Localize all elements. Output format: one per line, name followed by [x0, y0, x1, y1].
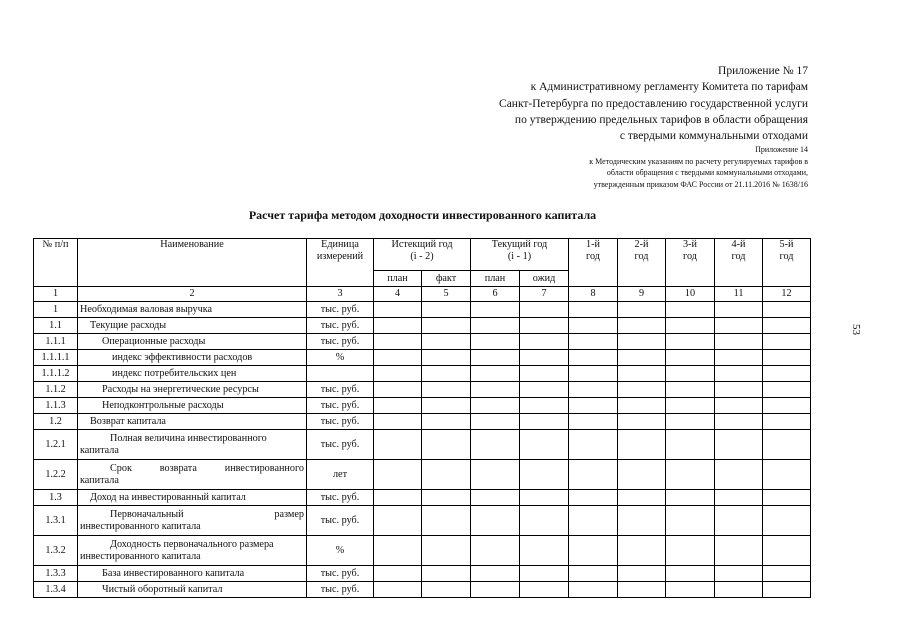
row-unit: тыс. руб.	[307, 382, 374, 398]
value-cell	[520, 536, 569, 566]
value-cell	[618, 490, 666, 506]
row-unit	[307, 366, 374, 382]
value-cell	[520, 430, 569, 460]
value-cell	[471, 366, 520, 382]
value-cell	[763, 398, 811, 414]
row-name-line2: капитала	[80, 444, 119, 456]
value-cell	[666, 582, 715, 598]
value-cell	[666, 414, 715, 430]
value-cell	[715, 382, 763, 398]
value-cell	[471, 582, 520, 598]
row-unit: %	[307, 536, 374, 566]
value-cell	[520, 582, 569, 598]
table-row	[34, 582, 811, 598]
row-name	[78, 536, 307, 566]
value-cell	[520, 566, 569, 582]
value-cell	[471, 334, 520, 350]
row-num: 1.1.1.2	[34, 366, 78, 382]
value-cell	[569, 382, 618, 398]
col-number: 11	[715, 287, 763, 302]
header-cur-year-line1: Текущий год	[491, 239, 548, 250]
row-unit: тыс. руб.	[307, 582, 374, 598]
col-number: 3	[307, 287, 374, 302]
value-cell	[422, 302, 471, 318]
value-cell	[763, 536, 811, 566]
row-name-line1: Первоначальный размер	[110, 508, 304, 520]
row-num: 1.1.3	[34, 398, 78, 414]
value-cell	[520, 318, 569, 334]
row-name-line2: инвестированного капитала	[80, 520, 201, 532]
value-cell	[618, 318, 666, 334]
value-cell	[374, 414, 422, 430]
value-cell	[666, 302, 715, 318]
row-name: Чистый оборотный капитал	[78, 582, 307, 598]
value-cell	[422, 334, 471, 350]
table-row	[34, 566, 811, 582]
row-unit: тыс. руб.	[307, 398, 374, 414]
col-number: 4	[374, 287, 422, 302]
value-cell	[374, 536, 422, 566]
row-name: Неподконтрольные расходы	[78, 398, 307, 414]
row-name: Текущие расходы	[78, 318, 307, 334]
value-cell	[374, 490, 422, 506]
value-cell	[374, 366, 422, 382]
value-cell	[471, 318, 520, 334]
value-cell	[422, 490, 471, 506]
value-cell	[374, 382, 422, 398]
row-unit: тыс. руб.	[307, 506, 374, 536]
table-row	[34, 506, 811, 536]
header-year-5-word: год	[779, 251, 794, 262]
value-cell	[763, 490, 811, 506]
row-name	[78, 430, 307, 460]
value-cell	[422, 582, 471, 598]
value-cell	[569, 506, 618, 536]
header-year-4	[715, 239, 763, 287]
value-cell	[715, 506, 763, 536]
value-cell	[715, 582, 763, 598]
value-cell	[618, 302, 666, 318]
table-row	[34, 398, 811, 414]
col-number: 12	[763, 287, 811, 302]
row-name: Расходы на энергетические ресурсы	[78, 382, 307, 398]
table-row	[34, 318, 811, 334]
value-cell	[763, 460, 811, 490]
row-name: Операционные расходы	[78, 334, 307, 350]
row-unit: тыс. руб.	[307, 334, 374, 350]
row-num: 1.3.1	[34, 506, 78, 536]
header-year-1	[569, 239, 618, 287]
value-cell	[422, 536, 471, 566]
value-cell	[666, 350, 715, 366]
row-num: 1.2.1	[34, 430, 78, 460]
value-cell	[763, 350, 811, 366]
value-cell	[618, 350, 666, 366]
table-row	[34, 490, 811, 506]
value-cell	[763, 506, 811, 536]
value-cell	[715, 334, 763, 350]
value-cell	[763, 414, 811, 430]
table-row	[34, 382, 811, 398]
page-title: Расчет тарифа методом доходности инвестированного капитала	[248, 208, 597, 222]
header-year-2	[618, 239, 666, 287]
col-number: 10	[666, 287, 715, 302]
value-cell	[618, 334, 666, 350]
tariff-table	[33, 238, 811, 598]
row-unit: тыс. руб.	[307, 414, 374, 430]
value-cell	[715, 398, 763, 414]
value-cell	[666, 318, 715, 334]
value-cell	[618, 460, 666, 490]
row-num: 1.1.1	[34, 334, 78, 350]
header-small-line: Приложение 14	[755, 145, 808, 154]
col-number: 9	[618, 287, 666, 302]
value-cell	[374, 430, 422, 460]
value-cell	[374, 350, 422, 366]
header-small-line: утвержденным приказом ФАС России от 21.11.2016 № 1638/16	[593, 179, 808, 189]
row-name-line2: инвестированного капитала	[80, 550, 201, 562]
header-prev-year-line1: Истекщий год	[391, 239, 453, 250]
col-number: 1	[34, 287, 78, 302]
value-cell	[618, 506, 666, 536]
value-cell	[666, 430, 715, 460]
row-name: База инвестированного капитала	[78, 566, 307, 582]
row-name: Необходимая валовая выручка	[78, 302, 307, 318]
row-num: 1.1	[34, 318, 78, 334]
value-cell	[422, 566, 471, 582]
value-cell	[763, 430, 811, 460]
value-cell	[374, 302, 422, 318]
row-unit: тыс. руб.	[307, 566, 374, 582]
value-cell	[471, 350, 520, 366]
value-cell	[715, 302, 763, 318]
value-cell	[763, 366, 811, 382]
value-cell	[374, 398, 422, 414]
value-cell	[763, 566, 811, 582]
value-cell	[666, 382, 715, 398]
row-name: индекс эффективности расходов	[78, 350, 307, 366]
header-line: к Административному регламенту Комитета по тарифам	[530, 81, 808, 94]
row-num: 1.3	[34, 490, 78, 506]
value-cell	[471, 506, 520, 536]
value-cell	[471, 382, 520, 398]
row-num: 1	[34, 302, 78, 318]
header-line: по утверждению предельных тарифов в области обращения	[514, 113, 808, 126]
header-num: № п/п	[34, 239, 78, 287]
value-cell	[422, 460, 471, 490]
table-row	[34, 460, 811, 490]
header-year-5-label: 5-й	[779, 239, 794, 250]
value-cell	[422, 366, 471, 382]
value-cell	[520, 490, 569, 506]
col-number: 8	[569, 287, 618, 302]
table-row	[34, 536, 811, 566]
row-unit: тыс. руб.	[307, 302, 374, 318]
value-cell	[422, 398, 471, 414]
value-cell	[569, 582, 618, 598]
header-cur-year-line2: (i - 1)	[507, 251, 532, 262]
header-year-2-label: 2-й	[634, 239, 649, 250]
header-prev-year-line2: (i - 2)	[410, 251, 434, 262]
header-line: с твердыми коммунальными отходами	[619, 130, 808, 143]
value-cell	[422, 318, 471, 334]
value-cell	[520, 350, 569, 366]
row-name: Возврат капитала	[78, 414, 307, 430]
value-cell	[471, 398, 520, 414]
value-cell	[715, 490, 763, 506]
value-cell	[569, 460, 618, 490]
header-year-1-word: год	[586, 251, 600, 262]
value-cell	[569, 490, 618, 506]
value-cell	[618, 566, 666, 582]
row-num: 1.3.2	[34, 536, 78, 566]
value-cell	[471, 430, 520, 460]
header-expected: ожид	[520, 271, 569, 287]
value-cell	[618, 430, 666, 460]
row-num: 1.1.2	[34, 382, 78, 398]
value-cell	[569, 536, 618, 566]
header-unit-line1: Единица	[321, 239, 359, 250]
table-row	[34, 350, 811, 366]
value-cell	[666, 460, 715, 490]
header-small-line: к Методическим указаниям по расчету регулируемых тарифов в	[589, 156, 808, 166]
header-cur-year	[471, 239, 569, 271]
row-name-line1: Доходность первоначального размера	[110, 538, 274, 550]
col-number: 5	[422, 287, 471, 302]
value-cell	[520, 366, 569, 382]
header-year-4-label: 4-й	[731, 239, 746, 250]
page-number: 53	[850, 324, 862, 335]
value-cell	[618, 382, 666, 398]
methodology-header	[589, 144, 808, 190]
header-year-3-label: 3-й	[683, 239, 697, 250]
row-num: 1.2.2	[34, 460, 78, 490]
header-year-4-word: год	[731, 251, 746, 262]
value-cell	[471, 302, 520, 318]
row-name: Доход на инвестированный капитал	[78, 490, 307, 506]
value-cell	[471, 490, 520, 506]
value-cell	[715, 414, 763, 430]
header-small-line: области обращения с твердыми коммунальными отходами,	[606, 168, 808, 177]
value-cell	[666, 490, 715, 506]
value-cell	[471, 414, 520, 430]
value-cell	[569, 398, 618, 414]
value-cell	[715, 318, 763, 334]
row-num: 1.3.3	[34, 566, 78, 582]
value-cell	[520, 460, 569, 490]
value-cell	[715, 366, 763, 382]
header-plan: план	[374, 271, 422, 287]
value-cell	[763, 382, 811, 398]
row-unit: тыс. руб.	[307, 490, 374, 506]
value-cell	[569, 318, 618, 334]
value-cell	[569, 366, 618, 382]
row-unit: тыс. руб.	[307, 430, 374, 460]
col-number: 7	[520, 287, 569, 302]
value-cell	[471, 566, 520, 582]
value-cell	[715, 536, 763, 566]
row-num: 1.3.4	[34, 582, 78, 598]
value-cell	[569, 414, 618, 430]
value-cell	[374, 506, 422, 536]
value-cell	[520, 382, 569, 398]
value-cell	[618, 366, 666, 382]
value-cell	[520, 414, 569, 430]
header-year-1-label: 1-й	[586, 239, 600, 250]
row-name	[78, 460, 307, 490]
row-unit: %	[307, 350, 374, 366]
value-cell	[666, 398, 715, 414]
header-unit	[307, 239, 374, 287]
header-year-5	[763, 239, 811, 287]
value-cell	[422, 430, 471, 460]
value-cell	[763, 302, 811, 318]
value-cell	[715, 430, 763, 460]
row-name-line1: Срок возврата инвестированного	[110, 462, 304, 474]
value-cell	[763, 334, 811, 350]
header-prev-year	[374, 239, 471, 271]
value-cell	[666, 366, 715, 382]
value-cell	[715, 566, 763, 582]
value-cell	[520, 302, 569, 318]
value-cell	[569, 334, 618, 350]
value-cell	[374, 460, 422, 490]
row-unit: тыс. руб.	[307, 318, 374, 334]
value-cell	[763, 582, 811, 598]
header-line: Приложение № 17	[718, 65, 808, 77]
header-fact: факт	[422, 271, 471, 287]
value-cell	[666, 334, 715, 350]
row-name	[78, 506, 307, 536]
value-cell	[422, 382, 471, 398]
col-number: 2	[78, 287, 307, 302]
value-cell	[422, 506, 471, 536]
table-row	[34, 302, 811, 318]
value-cell	[569, 566, 618, 582]
row-name: индекс потребительских цен	[78, 366, 307, 382]
appendix-header	[499, 63, 808, 144]
value-cell	[618, 536, 666, 566]
value-cell	[569, 350, 618, 366]
header-year-3	[666, 239, 715, 287]
value-cell	[569, 302, 618, 318]
value-cell	[618, 414, 666, 430]
value-cell	[666, 506, 715, 536]
value-cell	[666, 566, 715, 582]
header-name: Наименование	[78, 239, 307, 287]
table-row	[34, 414, 811, 430]
table-row	[34, 334, 811, 350]
value-cell	[422, 350, 471, 366]
row-name-line2: капитала	[80, 474, 119, 486]
value-cell	[618, 582, 666, 598]
value-cell	[618, 398, 666, 414]
value-cell	[520, 398, 569, 414]
value-cell	[374, 582, 422, 598]
value-cell	[715, 350, 763, 366]
table-row	[34, 430, 811, 460]
value-cell	[666, 536, 715, 566]
value-cell	[520, 506, 569, 536]
table-row	[34, 366, 811, 382]
value-cell	[715, 460, 763, 490]
header-line: Санкт-Петербурга по предоставлению государственной услуги	[499, 97, 808, 110]
row-num: 1.1.1.1	[34, 350, 78, 366]
value-cell	[374, 334, 422, 350]
column-numbers-row	[34, 287, 811, 302]
value-cell	[422, 414, 471, 430]
value-cell	[569, 430, 618, 460]
row-num: 1.2	[34, 414, 78, 430]
value-cell	[374, 318, 422, 334]
value-cell	[471, 536, 520, 566]
header-unit-line2: измерений	[316, 251, 364, 262]
header-plan: план	[471, 271, 520, 287]
value-cell	[471, 460, 520, 490]
value-cell	[763, 318, 811, 334]
header-year-3-word: год	[683, 251, 697, 262]
value-cell	[520, 334, 569, 350]
value-cell	[374, 566, 422, 582]
col-number: 6	[471, 287, 520, 302]
header-year-2-word: год	[634, 251, 649, 262]
row-unit: лет	[307, 460, 374, 490]
row-name-line1: Полная величина инвестированного	[110, 432, 267, 444]
